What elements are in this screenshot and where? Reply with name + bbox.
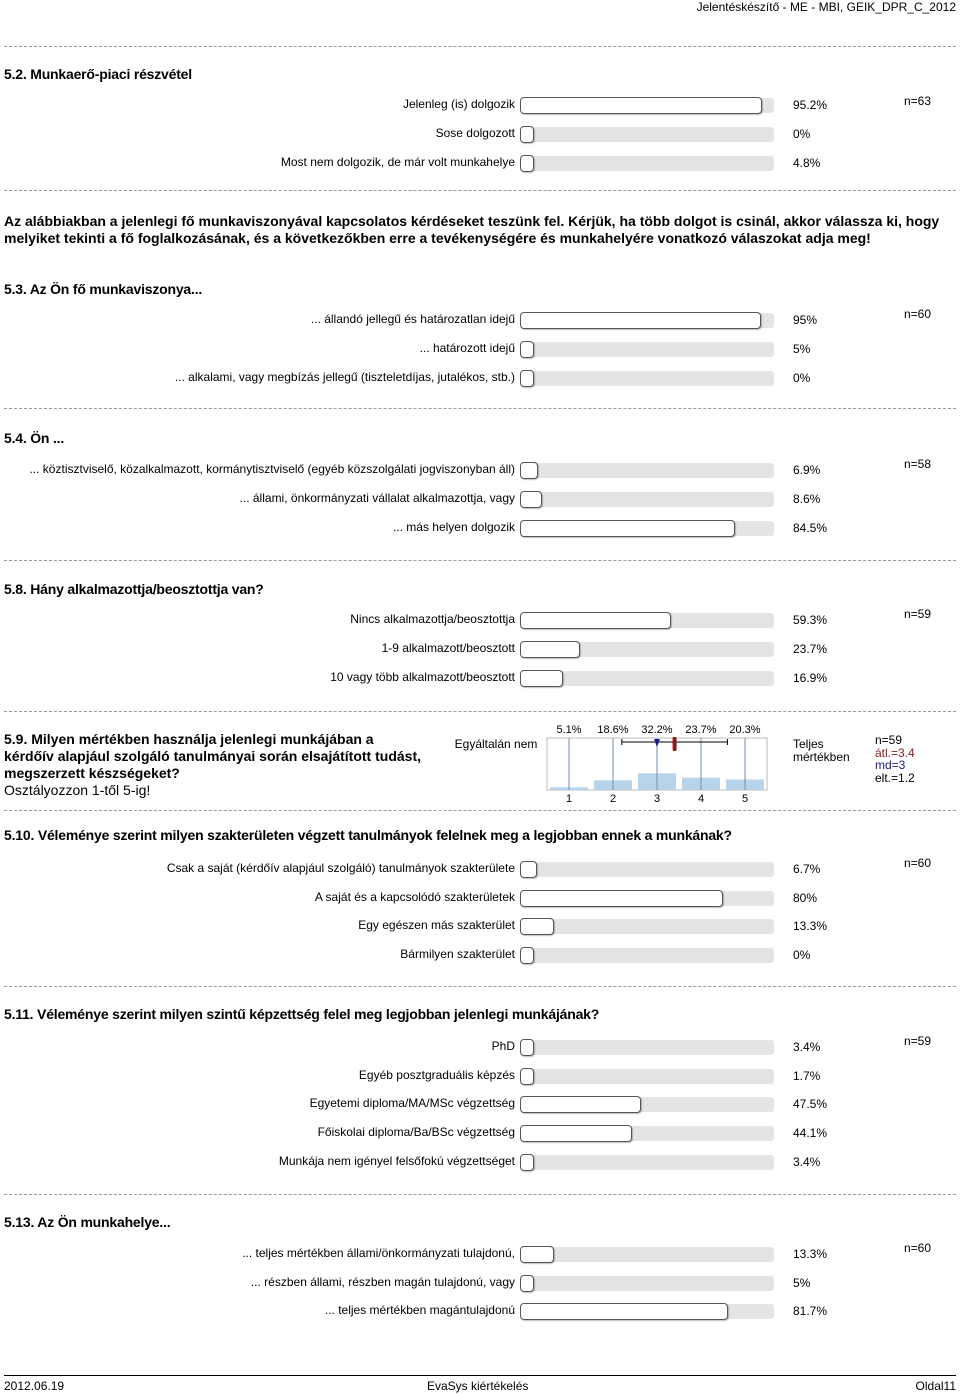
row-percent: 80% bbox=[793, 891, 818, 905]
bar-track bbox=[520, 98, 774, 113]
bar-fill bbox=[520, 670, 563, 687]
row-percent: 3.4% bbox=[793, 1040, 821, 1054]
row-percent: 95.2% bbox=[793, 98, 828, 112]
q513-n: n=60 bbox=[904, 1241, 932, 1255]
row-percent: 81.7% bbox=[793, 1304, 828, 1318]
row-percent: 13.3% bbox=[793, 1247, 828, 1261]
row-label: 10 vagy több alkalmazott/beosztott bbox=[330, 670, 515, 684]
footer-center: EvaSys kiértékelés bbox=[427, 1379, 529, 1393]
row-percent: 6.9% bbox=[793, 463, 821, 477]
row-label: Jelenleg (is) dolgozik bbox=[402, 97, 515, 111]
q59-chart bbox=[540, 720, 780, 808]
bar-track bbox=[520, 521, 774, 536]
q58-title: 5.8. Hány alkalmazottja/beosztottja van? bbox=[4, 581, 264, 597]
row-label: ... más helyen dolgozik bbox=[392, 520, 515, 534]
q59-category-label: 3 bbox=[653, 793, 661, 805]
bar-track bbox=[520, 613, 774, 628]
row-percent: 3.4% bbox=[793, 1155, 821, 1169]
bar-fill bbox=[520, 890, 723, 907]
bar-track bbox=[520, 1276, 774, 1291]
q53-title: 5.3. Az Ön fő munkaviszonya... bbox=[4, 281, 203, 297]
row-label: ... köztisztviselő, közalkalmazott, kormánytisztviselő (egyéb közszolgálati jogviszonyban áll) bbox=[29, 462, 515, 476]
row-label: Egyetemi diploma/MA/MSc végzettség bbox=[309, 1096, 515, 1110]
row-percent: 23.7% bbox=[793, 642, 828, 656]
q511-n: n=59 bbox=[904, 1034, 932, 1048]
bar-fill bbox=[520, 491, 542, 508]
q59-value-label: 32.2% bbox=[641, 724, 673, 736]
row-label: Főiskolai diploma/Ba/BSc végzettség bbox=[317, 1125, 515, 1139]
bar-track bbox=[520, 492, 774, 507]
q59-category-label: 1 bbox=[565, 793, 573, 805]
row-label: A saját és a kapcsolódó szakterületek bbox=[314, 890, 515, 904]
bar-track bbox=[520, 671, 774, 686]
bar-track bbox=[520, 862, 774, 877]
q58-n: n=59 bbox=[904, 607, 932, 621]
row-label: PhD bbox=[491, 1039, 515, 1053]
row-percent: 5% bbox=[793, 1276, 811, 1290]
row-percent: 95% bbox=[793, 313, 818, 327]
q59-category-label: 2 bbox=[609, 793, 617, 805]
row-label: Csak a saját (kérdőív alapjául szolgáló) tanulmányok szakterülete bbox=[166, 861, 515, 875]
q53-n: n=60 bbox=[904, 307, 932, 321]
row-percent: 59.3% bbox=[793, 613, 828, 627]
bar-track bbox=[520, 156, 774, 171]
report-title: Jelentéskészítő - ME - MBI, GEIK_DPR_C_2012 bbox=[696, 0, 956, 14]
divider bbox=[4, 810, 956, 811]
q59-value-label: 23.7% bbox=[685, 724, 717, 736]
divider bbox=[4, 711, 956, 712]
bar-fill bbox=[520, 1303, 728, 1320]
bar-fill bbox=[520, 126, 534, 143]
footer-date: 2012.06.19 bbox=[4, 1379, 65, 1393]
row-label: ... állandó jellegű és határozatlan idejű bbox=[310, 312, 515, 326]
bar-track bbox=[520, 371, 774, 386]
bar-track bbox=[520, 1304, 774, 1319]
bar-track bbox=[520, 891, 774, 906]
row-label: ... határozott idejű bbox=[419, 341, 515, 355]
row-percent: 5% bbox=[793, 342, 811, 356]
row-label: Egy egészen más szakterület bbox=[358, 918, 515, 932]
bar-track bbox=[520, 919, 774, 934]
divider bbox=[4, 46, 956, 47]
bar-fill bbox=[520, 341, 534, 358]
bar-fill bbox=[520, 1275, 534, 1292]
footer-rule bbox=[4, 1375, 956, 1376]
row-label: 1-9 alkalmazott/beosztott bbox=[381, 641, 515, 655]
q59-value-label: 20.3% bbox=[729, 724, 761, 736]
bar-fill bbox=[520, 861, 537, 878]
row-label: ... teljes mértékben állami/önkormányzati tulajdonú, bbox=[242, 1246, 515, 1260]
bar-track bbox=[520, 1040, 774, 1055]
section-intro: Az alábbiakban a jelenlegi fő munkaviszonyával kapcsolatos kérdéseket teszünk fel. Kérjük, ha több dolgot is csinál, akkor válassza ki, hogy melyiket tekinti a fő foglalkozásának, és a következőkben erre a tevékenységére és munkahelyére vonatkozó válaszokat adja meg! bbox=[4, 213, 940, 246]
q59-category-label: 4 bbox=[697, 793, 705, 805]
bar-fill bbox=[520, 370, 534, 387]
row-label: ... részben állami, részben magán tulajdonú, vagy bbox=[250, 1275, 515, 1289]
row-percent: 6.7% bbox=[793, 862, 821, 876]
q52-title: 5.2. Munkaerő-piaci részvétel bbox=[4, 66, 192, 82]
row-percent: 4.8% bbox=[793, 156, 821, 170]
row-label: Most nem dolgozik, de már volt munkahelye bbox=[280, 155, 515, 169]
bar-fill bbox=[520, 947, 534, 964]
bar-track bbox=[520, 127, 774, 142]
footer-page: Oldal11 bbox=[915, 1379, 956, 1393]
bar-fill bbox=[520, 312, 761, 329]
row-percent: 16.9% bbox=[793, 671, 828, 685]
q513-title: 5.13. Az Ön munkahelye... bbox=[4, 1214, 171, 1230]
row-label: Munkája nem igényel felsőfokú végzettséget bbox=[278, 1154, 515, 1168]
q59-title: 5.9. Milyen mértékben használja jelenlegi munkájában a kérdőív alapjául szolgáló tanulmányai során elsajátított tudást, megszerzett készségeket? bbox=[4, 731, 421, 781]
q59-question bbox=[4, 731, 424, 799]
bar-fill bbox=[520, 462, 538, 479]
q59-median: md=3 bbox=[875, 758, 906, 772]
row-label: ... alkalami, vagy megbízás jellegű (tiszteletdíjas, jutalékos, stb.) bbox=[174, 370, 515, 384]
q59-value-label: 5.1% bbox=[556, 724, 582, 736]
bar-fill bbox=[520, 97, 762, 114]
bar-track bbox=[520, 948, 774, 963]
row-percent: 0% bbox=[793, 948, 811, 962]
q52-n: n=63 bbox=[904, 94, 932, 108]
bar-fill bbox=[520, 1246, 554, 1263]
q59-sd: elt.=1.2 bbox=[875, 770, 915, 785]
divider bbox=[4, 1194, 956, 1195]
q59-subtitle: Osztályozzon 1-től 5-ig! bbox=[4, 782, 151, 798]
bar-track bbox=[520, 1247, 774, 1262]
bar-fill bbox=[520, 641, 580, 658]
row-label: Egyéb posztgraduális képzés bbox=[358, 1068, 515, 1082]
divider bbox=[4, 986, 956, 987]
q59-stats bbox=[875, 734, 915, 784]
bar-track bbox=[520, 1126, 774, 1141]
row-percent: 1.7% bbox=[793, 1069, 821, 1083]
bar-track bbox=[520, 1097, 774, 1112]
bar-fill bbox=[520, 1039, 534, 1056]
row-percent: 8.6% bbox=[793, 492, 821, 506]
row-label: Bármilyen szakterület bbox=[400, 947, 515, 961]
q54-n: n=58 bbox=[904, 457, 932, 471]
q54-title: 5.4. Ön ... bbox=[4, 430, 65, 446]
divider bbox=[4, 560, 956, 561]
q59-value-label: 18.6% bbox=[597, 724, 629, 736]
q59-mean-marker bbox=[673, 737, 677, 751]
q59-category-label: 5 bbox=[741, 793, 749, 805]
row-percent: 47.5% bbox=[793, 1097, 828, 1111]
bar-track bbox=[520, 642, 774, 657]
bar-track bbox=[520, 1155, 774, 1170]
row-percent: 84.5% bbox=[793, 521, 828, 535]
bar-track bbox=[520, 463, 774, 478]
bar-fill bbox=[520, 1068, 534, 1085]
q511-title: 5.11. Véleménye szerint milyen szintű képzettség felel meg legjobban jelenlegi munkájának? bbox=[4, 1006, 600, 1022]
bar-fill bbox=[520, 1096, 641, 1113]
q59-n: n=59 bbox=[875, 733, 903, 747]
q510-n: n=60 bbox=[904, 856, 932, 870]
q510-title: 5.10. Véleménye szerint milyen szakterületen végzett tanulmányok felelnek meg a legjobban ennek a munkának? bbox=[4, 827, 732, 843]
bar-fill bbox=[520, 155, 534, 172]
q59-right-label: Teljes mértékben bbox=[793, 737, 850, 764]
bar-fill bbox=[520, 612, 671, 629]
q59-mean: átl.=3.4 bbox=[875, 745, 915, 760]
row-percent: 0% bbox=[793, 371, 811, 385]
bar-track bbox=[520, 313, 774, 328]
bar-fill bbox=[520, 918, 554, 935]
q59-left-label: Egyáltalán nem bbox=[454, 737, 538, 751]
row-percent: 0% bbox=[793, 127, 811, 141]
row-percent: 13.3% bbox=[793, 919, 828, 933]
row-percent: 44.1% bbox=[793, 1126, 828, 1140]
row-label: Sose dolgozott bbox=[435, 126, 515, 140]
bar-track bbox=[520, 342, 774, 357]
row-label: ... állami, önkormányzati vállalat alkalmazottja, vagy bbox=[239, 491, 515, 505]
bar-fill bbox=[520, 1154, 534, 1171]
divider bbox=[4, 408, 956, 409]
bar-fill bbox=[520, 520, 735, 537]
bar-track bbox=[520, 1069, 774, 1084]
row-label: ... teljes mértékben magántulajdonú bbox=[324, 1303, 515, 1317]
divider bbox=[4, 190, 956, 191]
row-label: Nincs alkalmazottja/beosztottja bbox=[350, 612, 515, 626]
bar-fill bbox=[520, 1125, 632, 1142]
